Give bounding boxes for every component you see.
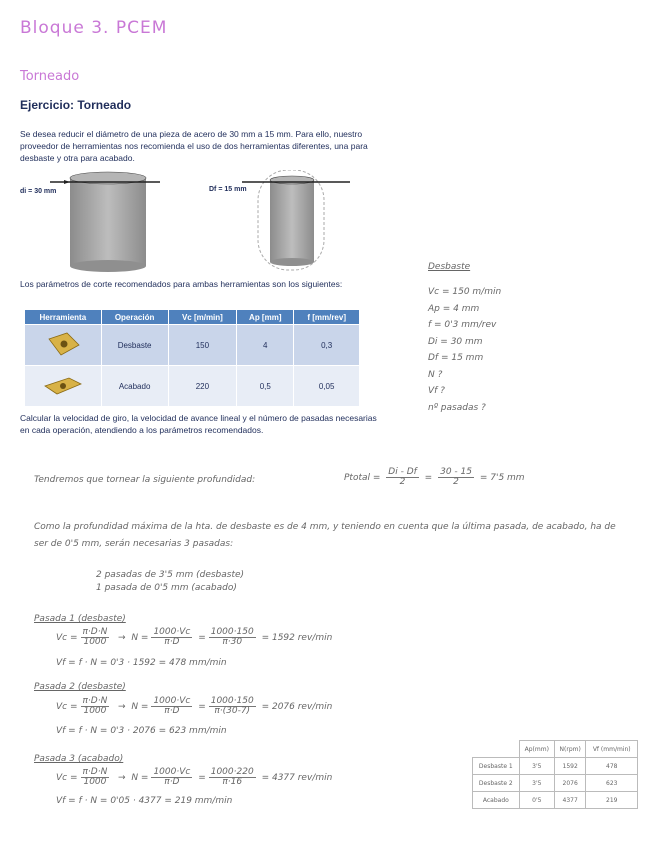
table-header: Ap [mm] — [237, 310, 294, 325]
denominator: 2 — [399, 477, 406, 487]
fraction — [438, 468, 474, 487]
depth-result: = 7'5 mm — [479, 473, 525, 483]
numerator: 1000·220 — [210, 767, 254, 777]
table-cell: Desbaste — [101, 325, 168, 366]
numerator: 1000·150 — [210, 627, 254, 637]
table-cell: 150 — [168, 325, 237, 366]
table-cell: 4 — [237, 325, 294, 366]
n-result: = 2076 rev/min — [261, 702, 333, 712]
table-header — [473, 741, 520, 758]
table-cell: 0,05 — [294, 366, 360, 407]
denominator: 2 — [453, 477, 459, 487]
fraction — [209, 628, 256, 647]
pass-3-title: Pasada 3 (acabado) — [34, 754, 124, 764]
fraction — [209, 697, 256, 716]
table-cell: 3'5 — [519, 758, 554, 775]
n-result: = 1592 rev/min — [261, 633, 333, 643]
param-line: Vf ? — [428, 386, 445, 396]
list-item: 2 pasadas de 3'5 mm (desbaste) — [96, 570, 245, 580]
passes-list — [96, 569, 244, 595]
question-text: Calcular la velocidad de giro, la velocidad de avance lineal y el número de pasadas necesarias en cada operación, atendiendo a los parámetros recomendados. — [20, 413, 377, 435]
numerator: π·D·N — [82, 696, 108, 706]
numerator: Di - Df — [388, 467, 417, 477]
table-cell: 220 — [168, 366, 237, 407]
tool-image-cell — [25, 366, 102, 407]
table-cell: 4377 — [554, 792, 586, 809]
table-cell: 219 — [586, 792, 638, 809]
param-line: N ? — [428, 369, 443, 380]
pass-1-feed: Vf = f · N = 0'3 · 1592 = 478 mm/min — [56, 658, 227, 668]
table-cell: 623 — [586, 775, 638, 792]
table-header: f [mm/rev] — [294, 310, 360, 325]
table-header: Herramienta — [25, 310, 102, 325]
list-item: 1 pasada de 0'5 mm (acabado) — [96, 583, 237, 593]
table-cell: Acabado — [101, 366, 168, 407]
denominator: π·16 — [222, 777, 243, 787]
tool-image-cell — [25, 325, 102, 366]
pass-2-feed: Vf = f · N = 0'3 · 2076 = 623 mm/min — [56, 726, 227, 736]
fraction — [151, 768, 192, 787]
table-header: Vf (mm/min) — [586, 741, 638, 758]
desbaste-title: Desbaste — [428, 262, 471, 272]
table-cell: 2076 — [554, 775, 586, 792]
fraction — [386, 468, 419, 487]
table-row — [473, 792, 638, 809]
desbaste-params — [428, 284, 501, 416]
table-header: Operación — [101, 310, 168, 325]
numerator: 1000·Vc — [153, 627, 191, 637]
exercise-title: Ejercicio: Torneado — [20, 98, 132, 112]
df-label: Df = 15 mm — [209, 186, 247, 193]
section-title: Torneado — [20, 69, 80, 84]
summary-table — [472, 740, 638, 809]
table-row — [25, 366, 360, 407]
fraction — [151, 628, 192, 647]
table-header: Ap(mm) — [519, 741, 554, 758]
table-row — [473, 775, 638, 792]
insert-tool-icon — [45, 331, 81, 357]
numerator: π·D·N — [82, 767, 108, 777]
pass-2-title: Pasada 2 (desbaste) — [34, 682, 126, 692]
params-intro: Los parámetros de corte recomendados para ambas herramientas son los siguientes: — [20, 279, 343, 289]
di-label: di = 30 mm — [20, 188, 57, 195]
equals-sign: = — [424, 473, 433, 483]
table-cell: 3'5 — [519, 775, 554, 792]
reason-text: Como la profundidad máxima de la hta. de desbaste es de 4 mm, y teniendo en cuenta que la última pasada, de acabado, ha de ser de 0'5 mm, serán necesarias 3 pasadas: — [34, 522, 616, 549]
denominator: 1000 — [83, 706, 107, 716]
param-line: Vc = 150 m/min — [428, 287, 502, 297]
denominator: 1000 — [83, 637, 107, 647]
denominator: π·30 — [222, 637, 243, 647]
denominator: π·(30-7) — [214, 706, 251, 716]
fraction — [151, 697, 192, 716]
denominator: π·D — [164, 637, 180, 647]
denominator: π·D — [164, 706, 180, 716]
param-line: Di = 30 mm — [428, 336, 483, 347]
exercise-intro: Se desea reducir el diámetro de una pieza de acero de 30 mm a 15 mm. Para ello, nuestro proveedor de herramientas nos recomienda el uso de dos herramientas diferentes, una para desbaste y otra para acabado. — [20, 129, 368, 163]
param-line: Ap = 4 mm — [428, 303, 480, 314]
depth-text: Tendremos que tornear la siguiente profundidad: — [34, 475, 256, 485]
param-line: f = 0'3 mm/rev — [428, 320, 497, 330]
pass-3-speed: Vc = $\frac{\pi\cdot D\cdot N}{1000}$ → N = $\frac{1000\cdot Vc}{\pi\cdot D}$ = $\frac{1000\cdot 220}{\pi\cdot 16}$ = 4377 rev/min — [56, 767, 333, 787]
pass-1-speed: Vc = $\frac{\pi\cdot D\cdot N}{1000}$ → N = $\frac{1000\cdot Vc}{\pi\cdot D}$ = $\frac{1000\cdot 150}{\pi\cdot 30}$ = 1592 rev/min — [56, 627, 333, 647]
table-header: N(rpm) — [554, 741, 586, 758]
insert-tool-icon — [43, 372, 83, 398]
cylinder-raw — [50, 172, 160, 272]
params-table — [24, 309, 360, 407]
table-cell: 0,3 — [294, 325, 360, 366]
fraction — [81, 697, 110, 716]
numerator: 30 - 15 — [440, 467, 472, 477]
table-cell: 0'5 — [519, 792, 554, 809]
table-cell: Desbaste 2 — [473, 775, 520, 792]
table-header: Vc [m/min] — [168, 310, 237, 325]
table-cell: Acabado — [473, 792, 520, 809]
fraction — [81, 628, 110, 647]
table-cell: Desbaste 1 — [473, 758, 520, 775]
table-cell: 478 — [586, 758, 638, 775]
depth-formula — [344, 468, 525, 487]
denominator: 1000 — [83, 777, 107, 787]
numerator: 1000·150 — [210, 696, 254, 706]
n-result: = 4377 rev/min — [261, 773, 333, 783]
pass-1-title: Pasada 1 (desbaste) — [34, 614, 126, 624]
table-cell: 1592 — [554, 758, 586, 775]
depth-label: Ptotal = — [344, 473, 381, 483]
fraction — [81, 768, 110, 787]
param-line: Df = 15 mm — [428, 353, 484, 363]
numerator: 1000·Vc — [153, 767, 191, 777]
table-cell: 0,5 — [237, 366, 294, 407]
cylinders-diagram — [0, 170, 360, 275]
page-title: Bloque 3. PCEM — [20, 18, 168, 38]
pass-2-speed: Vc = $\frac{\pi\cdot D\cdot N}{1000}$ → N = $\frac{1000\cdot Vc}{\pi\cdot D}$ = $\frac{1000\cdot 150}{\pi\cdot(30-7)}$ = 2076 rev/min — [56, 696, 333, 716]
table-row — [25, 325, 360, 366]
fraction — [209, 768, 256, 787]
numerator: 1000·Vc — [153, 696, 191, 706]
table-row — [473, 758, 638, 775]
pass-3-feed: Vf = f · N = 0'05 · 4377 = 219 mm/min — [56, 796, 233, 806]
cylinder-finished — [242, 170, 350, 270]
param-line: nº pasadas ? — [428, 402, 486, 413]
denominator: π·D — [164, 777, 180, 787]
numerator: π·D·N — [82, 627, 108, 637]
